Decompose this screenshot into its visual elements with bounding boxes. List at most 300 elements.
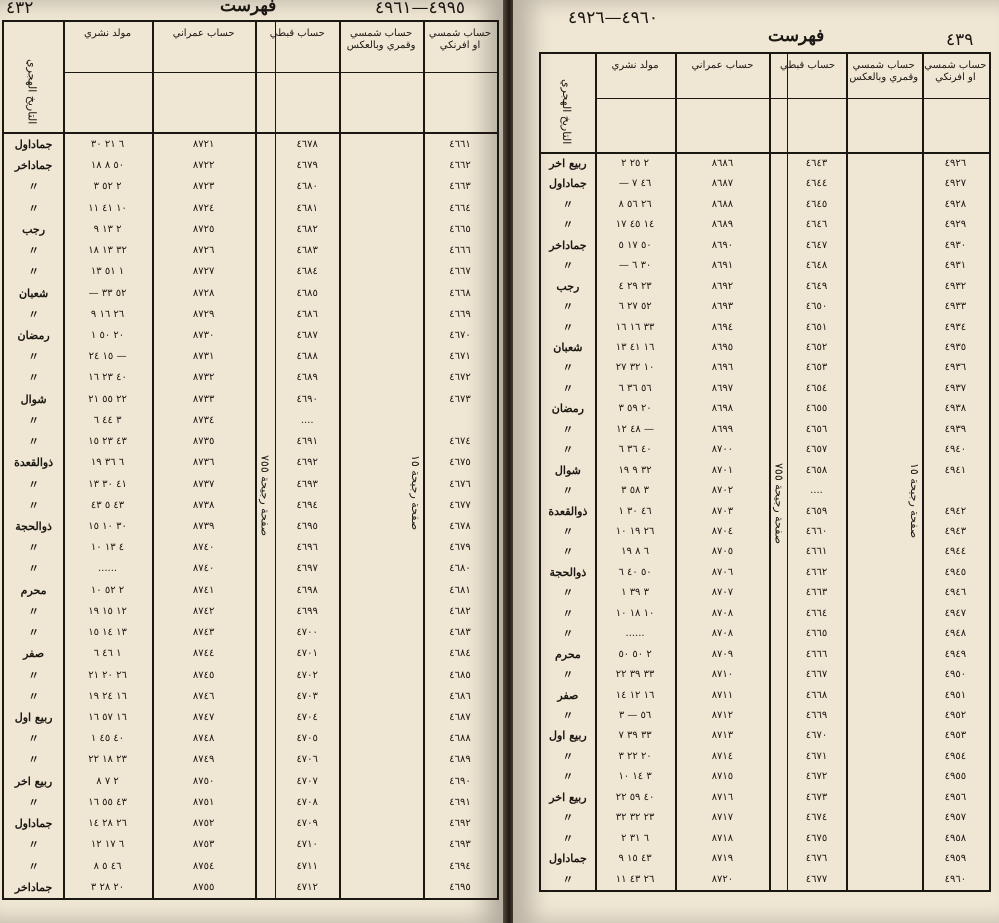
cell-c: ٤٧١٠: [296, 839, 318, 851]
side-note-2: صفحة رجيحة ١٥: [907, 463, 921, 539]
calendar-table: [2, 20, 499, 900]
cell-m: رمضان: [551, 402, 584, 416]
cell-a: ٤٦٨٨: [449, 733, 471, 745]
cell-m: 〃: [562, 361, 574, 375]
cell-a: ٤٦٩٥: [449, 881, 471, 893]
cell-x: ٢ ٥٢ ٣: [93, 181, 122, 193]
cell-a: ٤٩٣٨: [944, 403, 967, 415]
cell-m: شعبان: [553, 341, 583, 354]
cell-a: ٤٩٣٦: [944, 362, 967, 374]
cell-b: ٨٧٢٨: [192, 287, 215, 299]
table-row: [541, 318, 989, 338]
cell-a: ٤٩٤٠: [944, 444, 967, 456]
cell-b: ٨٧٣٢: [192, 372, 215, 384]
cell-c: ٤٧٠٥: [296, 733, 318, 745]
cell-c: ٤٦٩٦: [296, 542, 318, 554]
cell-a: ٤٩٣٤: [944, 321, 967, 333]
cell-x: ٤٠ ٣٦ ٦: [618, 444, 652, 456]
table-row: [4, 431, 497, 452]
cell-b: ٨٧١١: [711, 689, 734, 701]
cell-x: ٢٦ ٤٣ ١١: [615, 873, 655, 885]
cell-x: ١ ٥١ ١٣: [90, 266, 125, 278]
cell-x: ١٠ ٣٢ ٢٧: [615, 362, 655, 374]
cell-c: ٤٦٩٣: [296, 478, 318, 490]
table-row: [541, 502, 989, 522]
cell-a: ٤٩٤٢: [944, 505, 967, 517]
cell-a: ٤٩٣٣: [944, 301, 967, 313]
column-header-birth: مولد نشري: [611, 60, 659, 71]
table-row: [4, 558, 497, 579]
cell-c: ٤٦٥٨: [805, 464, 828, 476]
cell-x: ٣٠ ٦ —: [618, 260, 652, 272]
cell-c: ٤٦٤٣: [805, 158, 828, 169]
cell-x: ٢٦ ١٦ ٩: [90, 308, 125, 320]
cell-a: ٤٩٥٧: [944, 812, 967, 824]
cell-c: ٤٦٧٦: [805, 853, 828, 865]
cell-a: ٤٩٥١: [944, 689, 967, 701]
cell-b: ٨٦٨٧: [711, 178, 734, 190]
table-row: [4, 707, 497, 728]
cell-c: ٤٦٤٧: [805, 239, 828, 251]
table-row: [541, 358, 989, 378]
cell-c: ٤٦٨٨: [296, 351, 318, 363]
cell-m: ربيع اول: [549, 729, 587, 743]
cell-b: ٨٧٣١: [192, 351, 215, 363]
table-row: [541, 277, 989, 297]
table-row: [4, 728, 497, 749]
cell-a: ٤٦٦٢: [449, 160, 471, 172]
page-title: فهرست: [220, 0, 277, 16]
cell-m: ذوالحجة: [549, 565, 587, 579]
cell-m: 〃: [562, 586, 574, 600]
cell-a: ٤٩٤١: [944, 464, 967, 476]
side-note: صفحة رجيحة ٧٥٥: [772, 463, 786, 545]
table-row: [4, 452, 497, 473]
cell-b: ٨٦٨٩: [711, 219, 734, 231]
cell-a: [423, 410, 497, 431]
cell-c: ٤٧٠٨: [296, 796, 318, 808]
column-header-hijri: التاريخ الهجري: [25, 58, 39, 124]
cell-a: ٤٩٤٥: [944, 566, 967, 578]
cell-m: جماداول: [548, 177, 587, 191]
cell-b: ٨٧٢٣: [192, 181, 215, 193]
column-header-birth: مولد نشري: [84, 28, 132, 39]
table-row: [541, 706, 989, 726]
cell-x: ٢ ٧ ٨: [96, 775, 119, 787]
cell-a: ٤٩٢٧: [944, 178, 967, 190]
cell-x: ٢ ٢٥ ٢: [621, 158, 649, 169]
cell-a: ٤٦٩١: [449, 796, 471, 808]
cell-x: — ١٥ ٢٤: [88, 351, 127, 363]
cell-b: ٨٧٣٠: [192, 330, 215, 341]
cell-a: ٤٦٨٢: [449, 605, 471, 617]
cell-m: شوال: [20, 392, 47, 406]
cell-c: ٤٦٨١: [296, 202, 318, 214]
table-row: [4, 643, 497, 664]
cell-c: ٤٦٥٠: [805, 301, 828, 313]
cell-m: 〃: [562, 811, 574, 825]
table-row: [541, 297, 989, 317]
cell-b: ٨٧٠٠: [711, 444, 734, 456]
table-row: [541, 440, 989, 460]
table-row: [541, 624, 989, 644]
cell-c: ٤٦٩٨: [296, 584, 318, 596]
table-row: [4, 474, 497, 495]
cell-c: ٤٦٧٥: [805, 832, 828, 844]
cell-b: ٨٦٩٠: [711, 239, 734, 251]
table-row: [541, 665, 989, 685]
cell-b: ٨٧١٧: [711, 812, 734, 824]
cell-b: ٨٦٩١: [711, 260, 734, 272]
cell-m: 〃: [28, 689, 40, 703]
cell-x: ٤٠ ٥٩ ٢٢: [615, 791, 655, 803]
cell-a: ٤٦٧٨: [449, 521, 471, 532]
cell-c: ٤٦٧٤: [805, 812, 828, 824]
cell-m: 〃: [28, 732, 40, 746]
cell-m: 〃: [562, 627, 574, 641]
cell-b: ٨٧٠١: [711, 464, 734, 476]
cell-c: ٤٦٥١: [805, 321, 828, 333]
cell-a: ٤٩٥٩: [944, 853, 967, 865]
cell-b: ٨٧٥٤: [192, 860, 215, 872]
cell-m: 〃: [28, 859, 40, 873]
table-row: [4, 516, 497, 537]
cell-b: ٨٦٩٦: [711, 362, 734, 374]
cell-x: ٣ ٣٩ ١: [621, 587, 649, 599]
cell-a: ٤٩٤٦: [944, 587, 967, 599]
table-row: [541, 583, 989, 603]
cell-x: ٥٠ ٨ ١٨: [90, 160, 125, 172]
header-separator: [255, 72, 339, 73]
cell-a: ٤٩٣١: [944, 260, 967, 272]
cell-m: 〃: [28, 753, 40, 767]
cell-x: ٤٠ ٤٥ ١: [90, 733, 125, 745]
cell-x: ٢٦ ١٩ ١٠: [615, 526, 655, 537]
table-row: [4, 537, 497, 558]
cell-c: ٤٦٦٢: [805, 566, 828, 578]
cell-x: ٣٠ ١٠ ١٥: [88, 521, 127, 532]
table-row: [4, 792, 497, 813]
cell-x: ٣٣ ٣٩ ٢٢: [615, 669, 655, 681]
cell-b: ٨٧١٣: [711, 730, 734, 742]
cell-a: ٤٦٩٤: [449, 860, 471, 872]
cell-a: ٤٦٦٦: [449, 245, 471, 257]
cell-a: ٤٦٧٥: [449, 457, 471, 469]
table-row: [4, 856, 497, 877]
cell-x: ٢٣ ٣٢ ٣٢: [615, 812, 655, 824]
header-separator: [595, 98, 676, 99]
table-row: [4, 304, 497, 325]
cell-c: ....: [300, 414, 314, 426]
cell-b: ٨٧٣٧: [192, 478, 215, 490]
cell-b: ٨٧١٦: [711, 791, 734, 803]
table-row: [541, 256, 989, 276]
cell-c: ٤٦٤٦: [805, 219, 828, 231]
cell-m: 〃: [562, 197, 574, 211]
cell-x: ٢٣ ١٨ ٢٢: [88, 754, 127, 766]
cell-b: ٨٧٢٥: [192, 223, 215, 235]
cell-a: ٤٦٧٢: [449, 372, 471, 384]
cell-m: جماداخر: [14, 880, 53, 894]
cell-m: 〃: [28, 180, 40, 194]
cell-m: 〃: [562, 709, 574, 722]
cell-c: ٤٦٨٧: [296, 330, 318, 341]
cell-m: 〃: [562, 749, 574, 763]
cell-a: ٤٦٧١: [449, 351, 471, 363]
cell-x: ١٠ ١٨ ١٠: [615, 607, 655, 619]
cell-x: ٤ ١٣ ١٠: [90, 542, 125, 554]
cell-c: ٤٧٠٣: [296, 690, 318, 702]
column-header-qibti: حساب قبطي: [780, 60, 836, 71]
cell-x: ٤٣ ٢٣ ١٥: [88, 436, 127, 448]
column-header-hijri: التاريخ الهجري: [559, 78, 573, 144]
cell-a: ٤٩٣٩: [944, 423, 967, 435]
table-row: [4, 240, 497, 261]
cell-a: ٤٩٦٠: [944, 873, 967, 885]
cell-a: ٤٦٧٤: [449, 436, 471, 448]
cell-m: 〃: [562, 259, 574, 273]
cell-x: ٥٠ ٤٠ ٦: [618, 566, 652, 578]
cell-b: ٨٧٠٦: [711, 566, 734, 578]
table-row: [541, 420, 989, 440]
cell-a: ٤٦٨٥: [449, 669, 471, 681]
cell-x: ٣ ١٤ ١٠: [618, 771, 652, 783]
table-row: [4, 176, 497, 197]
cell-a: ٤٦٩٢: [449, 818, 471, 830]
cell-x: ٢٦ ٢٨ ١٤: [88, 818, 127, 830]
cell-b: ٨٦٩٤: [711, 321, 734, 333]
cell-m: 〃: [28, 668, 40, 682]
cell-c: ٤٦٦٦: [805, 648, 828, 660]
cell-c: ٤٦٤٩: [805, 280, 828, 292]
cell-a: ٤٦٦٥: [449, 223, 471, 235]
table-row: [4, 219, 497, 240]
cell-m: 〃: [28, 626, 40, 640]
cell-b: ٨٧٠٥: [711, 546, 734, 558]
header-separator: [339, 72, 423, 73]
table-row: [541, 522, 989, 542]
table-row: [541, 808, 989, 828]
cell-b: ٨٧٢٧: [192, 266, 215, 278]
cell-c: ٤٦٦٤: [805, 607, 828, 619]
cell-c: ٤٦٧١: [805, 750, 828, 762]
cell-a: ٤٦٧٦: [449, 478, 471, 490]
cell-c: ٤٦٨٩: [296, 372, 318, 384]
page-number: ٤٣٩: [946, 30, 974, 50]
cell-b: ٨٧٠٧: [711, 587, 734, 599]
cell-c: ٤٦٥٥: [805, 403, 828, 415]
cell-b: ٨٧٤٢: [192, 605, 215, 617]
cell-b: ٨٧٠٢: [711, 485, 734, 497]
table-row: [541, 870, 989, 890]
cell-a: ٤٩٣٢: [944, 280, 967, 292]
cell-a: ٤٩٤٧: [944, 607, 967, 619]
cell-c: ٤٦٤٤: [805, 178, 828, 190]
cell-b: ٨٧٥٣: [192, 839, 215, 851]
cell-b: ٨٧٤٨: [192, 733, 215, 745]
cell-m: 〃: [28, 562, 40, 576]
table-row: [4, 622, 497, 643]
cell-c: ٤٧٠٧: [296, 775, 318, 787]
cell-b: ٨٧٥٠: [192, 775, 215, 787]
cell-b: ٨٦٩٢: [711, 280, 734, 292]
cell-a: ٤٩٢٦: [944, 158, 967, 169]
cell-x: ٣٣ ١٦ ١٦: [615, 321, 655, 333]
cell-x: ٢ ٥٠ ٥٠: [618, 648, 652, 660]
cell-a: ٤٦٨٩: [449, 754, 471, 766]
cell-b: ٨٧٣٥: [192, 436, 215, 448]
table-row: [541, 829, 989, 849]
cell-x: ٥٦ ٣٦ ٦: [618, 382, 652, 394]
cell-x: ٣ ٥٨ ٣: [621, 485, 649, 497]
cell-c: ٤٦٩٢: [296, 457, 318, 469]
cell-m: 〃: [28, 244, 40, 258]
table-row: [4, 495, 497, 516]
page-title: فهرست: [768, 26, 825, 46]
side-note-2: صفحة رجيحة ١٥: [409, 454, 423, 531]
side-note: صفحة رجيحة ٧٥٥: [258, 454, 272, 536]
cell-a: ٤٩٥٠: [944, 669, 967, 681]
cell-x: ٢ ٥٢ ١٠: [90, 584, 125, 596]
cell-a: ٤٦٦٩: [449, 308, 471, 320]
cell-x: ٥٠ ١٧ ٥: [618, 239, 652, 251]
cell-x: ٤٦ ٥ ٨: [93, 860, 122, 872]
cell-c: ٤٦٧٧: [805, 873, 828, 885]
cell-x: ٤٣ ٥٥ ١٦: [88, 796, 127, 808]
cell-b: ٨٧٢١: [192, 139, 215, 150]
cell-c: ٤٦٥٣: [805, 362, 828, 374]
table-row: [4, 389, 497, 410]
cell-m: 〃: [28, 307, 40, 321]
right-page: [513, 0, 999, 923]
cell-c: ٤٧٠٤: [296, 712, 318, 723]
cell-b: ٨٧٤٦: [192, 690, 215, 702]
cell-b: ٨٧٢٦: [192, 245, 215, 257]
cell-b: ٨٦٨٨: [711, 198, 734, 210]
cell-b: ٨٧٤٠: [192, 563, 215, 575]
cell-x: ١٦ ٥٧ ١٦: [88, 712, 127, 723]
cell-m: صفر: [23, 647, 45, 661]
cell-b: ٨٧٠٨: [711, 628, 734, 640]
cell-m: محرم: [554, 647, 581, 661]
table-row: [4, 155, 497, 176]
cell-m: صفر: [557, 688, 579, 702]
page-number: ٤٣٢: [6, 0, 34, 18]
cell-m: جماداول: [14, 817, 53, 831]
cell-x: ٤٣ ٥ ٤٣: [90, 499, 125, 511]
calendar-table: [539, 52, 991, 892]
cell-m: ذوالحجة: [15, 520, 52, 533]
cell-m: شعبان: [18, 286, 49, 300]
cell-c: ٤٧٠٩: [296, 818, 318, 830]
cell-x: ٣٢ ٩ ١٩: [618, 464, 652, 476]
table-row: [541, 481, 989, 501]
cell-a: ٤٦٦٣: [449, 181, 471, 193]
table-row: [541, 726, 989, 746]
cell-c: ٤٦٦٨: [805, 689, 828, 701]
cell-a: ٤٩٤٤: [944, 546, 967, 558]
header-separator: [846, 98, 922, 99]
cell-c: ٤٦٦٩: [805, 710, 828, 721]
cell-a: ٤٩٥٤: [944, 750, 967, 762]
cell-c: ٤٧١٢: [296, 881, 318, 893]
header-separator: [675, 98, 769, 99]
cell-b: ٨٧٣٤: [192, 414, 215, 426]
cell-a: ٤٩٥٨: [944, 832, 967, 844]
cell-c: ٤٧٠٠: [296, 627, 318, 639]
table-row: [4, 261, 497, 282]
cell-a: ٤٦٦٤: [449, 202, 471, 214]
cell-a: ٤٦٦٨: [449, 287, 471, 299]
cell-x: ......: [97, 563, 118, 575]
cell-c: ٤٦٨٣: [296, 245, 318, 257]
table-row: [4, 283, 497, 304]
cell-c: ٤٦٩١: [296, 436, 318, 448]
cell-m: 〃: [562, 422, 574, 436]
cell-x: ٢٦ ٥٦ ٨: [618, 198, 652, 210]
table-row: [541, 747, 989, 767]
header-separator: [922, 98, 989, 99]
table-row: [541, 154, 989, 174]
cell-a: ٤٦٨٤: [449, 648, 471, 660]
cell-a: ٤٩٢٨: [944, 198, 967, 210]
cell-b: ٨٧٤٣: [192, 627, 215, 639]
table-row: [4, 346, 497, 367]
cell-x: ١٠ ٤١ ١١: [88, 202, 127, 214]
year-range: ٤٩٦٠—٤٩٢٦: [568, 8, 659, 28]
cell-x: ٤٠ ٢٣ ١٦: [88, 372, 127, 384]
cell-b: ٨٧٣٨: [192, 499, 215, 511]
cell-x: ٣٣ ٣٩ ٧: [618, 730, 652, 742]
cell-x: ٢ ١٣ ٩: [93, 223, 122, 235]
cell-a: ٤٩٤٩: [944, 648, 967, 660]
cell-a: ٤٦٨٧: [449, 712, 471, 723]
cell-m: جماداخر: [549, 238, 587, 252]
table-row: [4, 686, 497, 707]
cell-x: ١٦ ١٢ ١٤: [615, 689, 655, 701]
table-row: [541, 399, 989, 419]
cell-b: ٨٧١٢: [711, 710, 734, 721]
cell-m: 〃: [28, 477, 40, 491]
table-row: [541, 849, 989, 869]
cell-a: ٤٦٦٧: [449, 266, 471, 278]
cell-x: ٦ ٣٦ ١٩: [90, 457, 125, 469]
cell-x: ٢٣ ٢٩ ٤: [618, 280, 652, 292]
cell-b: ٨٦٩٧: [711, 382, 734, 394]
cell-x: ٤٦ ٧ —: [618, 178, 652, 190]
cell-x: ١٦ ٢٤ ١٩: [88, 690, 127, 702]
cell-x: ٢٦ ٢٠ ٢١: [88, 669, 127, 681]
cell-c: ٤٦٨٤: [296, 266, 318, 278]
table-row: [4, 601, 497, 622]
table-row: [4, 665, 497, 686]
cell-c: ٤٦٦٠: [805, 526, 828, 537]
cell-m: 〃: [562, 381, 574, 395]
cell-c: ٤٦٧٣: [805, 791, 828, 803]
cell-c: ٤٦٨٢: [296, 223, 318, 235]
cell-a: ٤٦٩٠: [449, 775, 471, 787]
cell-m: ربيع اخر: [14, 774, 53, 788]
cell-b: ٨٧٣٩: [192, 521, 215, 532]
cell-m: محرم: [20, 583, 47, 597]
cell-c: ٤٦٤٨: [805, 260, 828, 272]
cell-x: ٦ ٢١ ٣٠: [90, 139, 125, 150]
cell-b: ٨٧٣٦: [192, 457, 215, 469]
cell-b: ٨٧٢٢: [192, 160, 215, 172]
table-row: [541, 686, 989, 706]
cell-b: ٨٧٣٣: [192, 393, 215, 405]
cell-b: ٨٧٥٢: [192, 818, 215, 830]
